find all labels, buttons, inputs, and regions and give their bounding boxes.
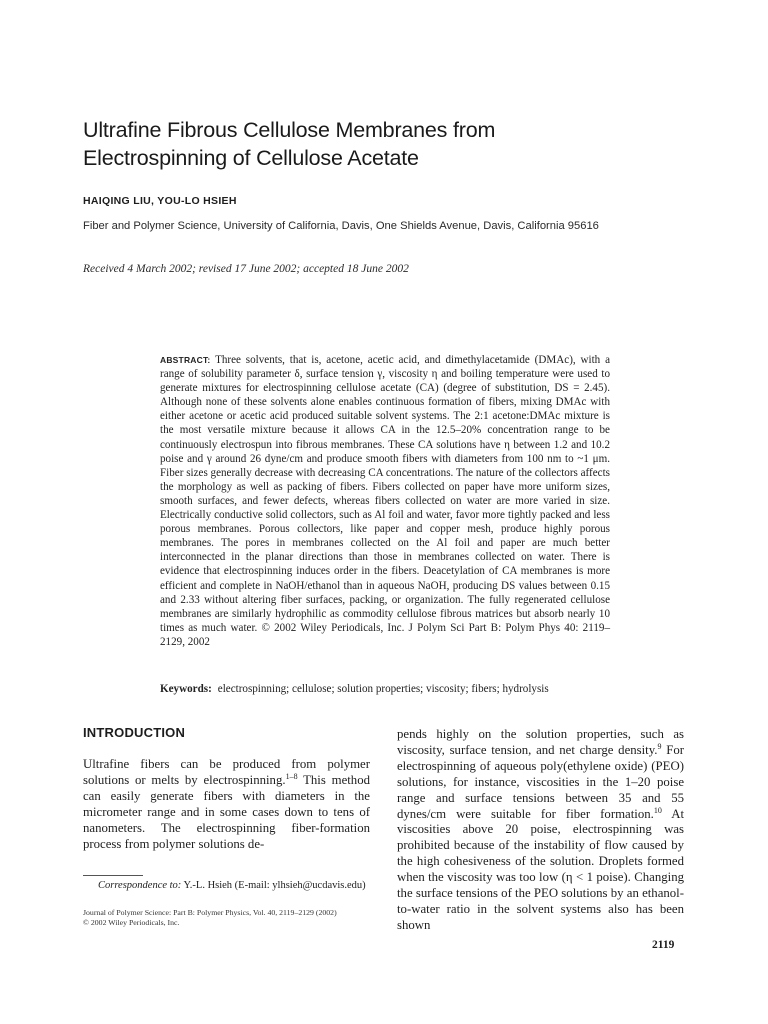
received-dates: Received 4 March 2002; revised 17 June 2002; accepted 18 June 2002 bbox=[83, 263, 409, 275]
paper-title-line-1: Ultrafine Fibrous Cellulose Membranes from bbox=[83, 118, 496, 142]
abstract-text: Three solvents, that is, acetone, acetic acid, and dimethylacetamide (DMAc), with a range of solubility parameter δ, surface tension γ, viscosity η and boiling temperature were used to generate mixtures for electrospinning cellulose acetate (CA) (degree of substitution, DS = 2.45). Although none of these solvents alone enables continuous formation of fibers, mixing DMAc with either acetone or acetic acid produced suitable solvent systems. The 2:1 acetone:DMAc mixture is the most versatile mixture because it allows CA in the 12.5–20% concentration range to be continuously electrospun into fibrous membranes. These CA solutions have η between 1.2 and 10.2 poise and γ around 26 dyne/cm and produce smooth fibers with diameters from 100 nm to ~1 μm. Fiber sizes generally decrease with decreasing CA concentrations. The nature of the collectors affects the morphology as well as packing of fibers. Fibers collected on paper have more uniform sizes, smooth surfaces, and fewer defects, whereas fibers collected on water are more varied in size. Electrically conductive solid collectors, such as Al foil and water, favor more tightly packed and less porous membranes. Porous collectors, like paper and copper mesh, produce highly porous membranes. The pores in membranes collected on the Al foil and paper are much better interconnected in the planar directions than those in membranes collected on water. There is evidence that electrospinning induces order in the fibers. Deacetylation of CA membranes is more efficient and complete in NaOH/ethanol than in aqueous NaOH, producing DS values between 0.15 and 2.33 without altering fiber surfaces, packing, or organization. The fully regenerated cellulose membranes are similarly hydrophilic as commodity cellulose fibrous matrices but absorb nearly 10 times as much water. © 2002 Wiley Periodicals, Inc. J Polym Sci Part B: Polym Phys 40: 2119–2129, 2002 bbox=[160, 354, 610, 648]
correspondence-text: Y.-L. Hsieh (E-mail: ylhsieh@ucdavis.edu) bbox=[181, 880, 366, 891]
intro-text-left-2: This method can easily generate fibers with diameters in the micrometer range and in some cases down to tens of nanometers. The electrospinning fiber-formation process from polymer solutions de- bbox=[83, 772, 370, 851]
page-number: 2119 bbox=[652, 939, 675, 951]
citation-ref: 1–8 bbox=[285, 771, 298, 781]
keywords bbox=[160, 682, 620, 696]
paper-title bbox=[83, 116, 643, 172]
correspondence-label: Correspondence to: bbox=[98, 880, 182, 891]
intro-text-right-1: pends highly on the solution properties, such as viscosity, surface tension, and net charge density. bbox=[397, 727, 684, 757]
footnote-divider bbox=[83, 875, 143, 876]
intro-text-right-2: For electrospinning of aqueous poly(ethylene oxide) (PEO) solutions, for instance, viscosities in the 1–20 poise range and surface tensions between 35 and 55 dynes/cm were suitable for fiber formation. bbox=[397, 742, 684, 821]
affiliation: Fiber and Polymer Science, University of California, Davis, One Shields Avenue, Davis, California 95616 bbox=[83, 220, 599, 232]
section-heading-introduction: INTRODUCTION bbox=[83, 725, 186, 740]
copyright: © 2002 Wiley Periodicals, Inc. bbox=[83, 918, 180, 927]
paper-title-line-2: Electrospinning of Cellulose Acetate bbox=[83, 146, 419, 170]
intro-text-left-1: Ultrafine fibers can be produced from polymer solutions or melts by electrospinning. bbox=[83, 757, 370, 787]
body-column-right bbox=[397, 727, 684, 934]
intro-text-right-3: At viscosities above 20 poise, electrospinning was prohibited because of the instability of flow caused by the high cohesiveness of the solution. Droplets formed when the viscosity was too low (η < 1 poise). Changing the surface tensions of the PEO solutions by an ethanol-to-water ratio in the solvent systems also has been shown bbox=[397, 806, 684, 932]
citation-ref: 9 bbox=[657, 741, 662, 751]
keywords-text: electrospinning; cellulose; solution properties; viscosity; fibers; hydrolysis bbox=[217, 683, 549, 695]
citation-ref: 10 bbox=[653, 805, 662, 815]
body-column-left bbox=[83, 757, 370, 852]
correspondence-footnote bbox=[83, 879, 370, 892]
journal-citation: Journal of Polymer Science: Part B: Polymer Physics, Vol. 40, 2119–2129 (2002) bbox=[83, 908, 337, 917]
abstract bbox=[160, 353, 610, 649]
authors: HAIQING LIU, YOU-LO HSIEH bbox=[83, 195, 237, 207]
keywords-label: Keywords: bbox=[160, 683, 212, 695]
abstract-label: ABSTRACT: bbox=[160, 355, 211, 365]
journal-info bbox=[83, 908, 383, 928]
